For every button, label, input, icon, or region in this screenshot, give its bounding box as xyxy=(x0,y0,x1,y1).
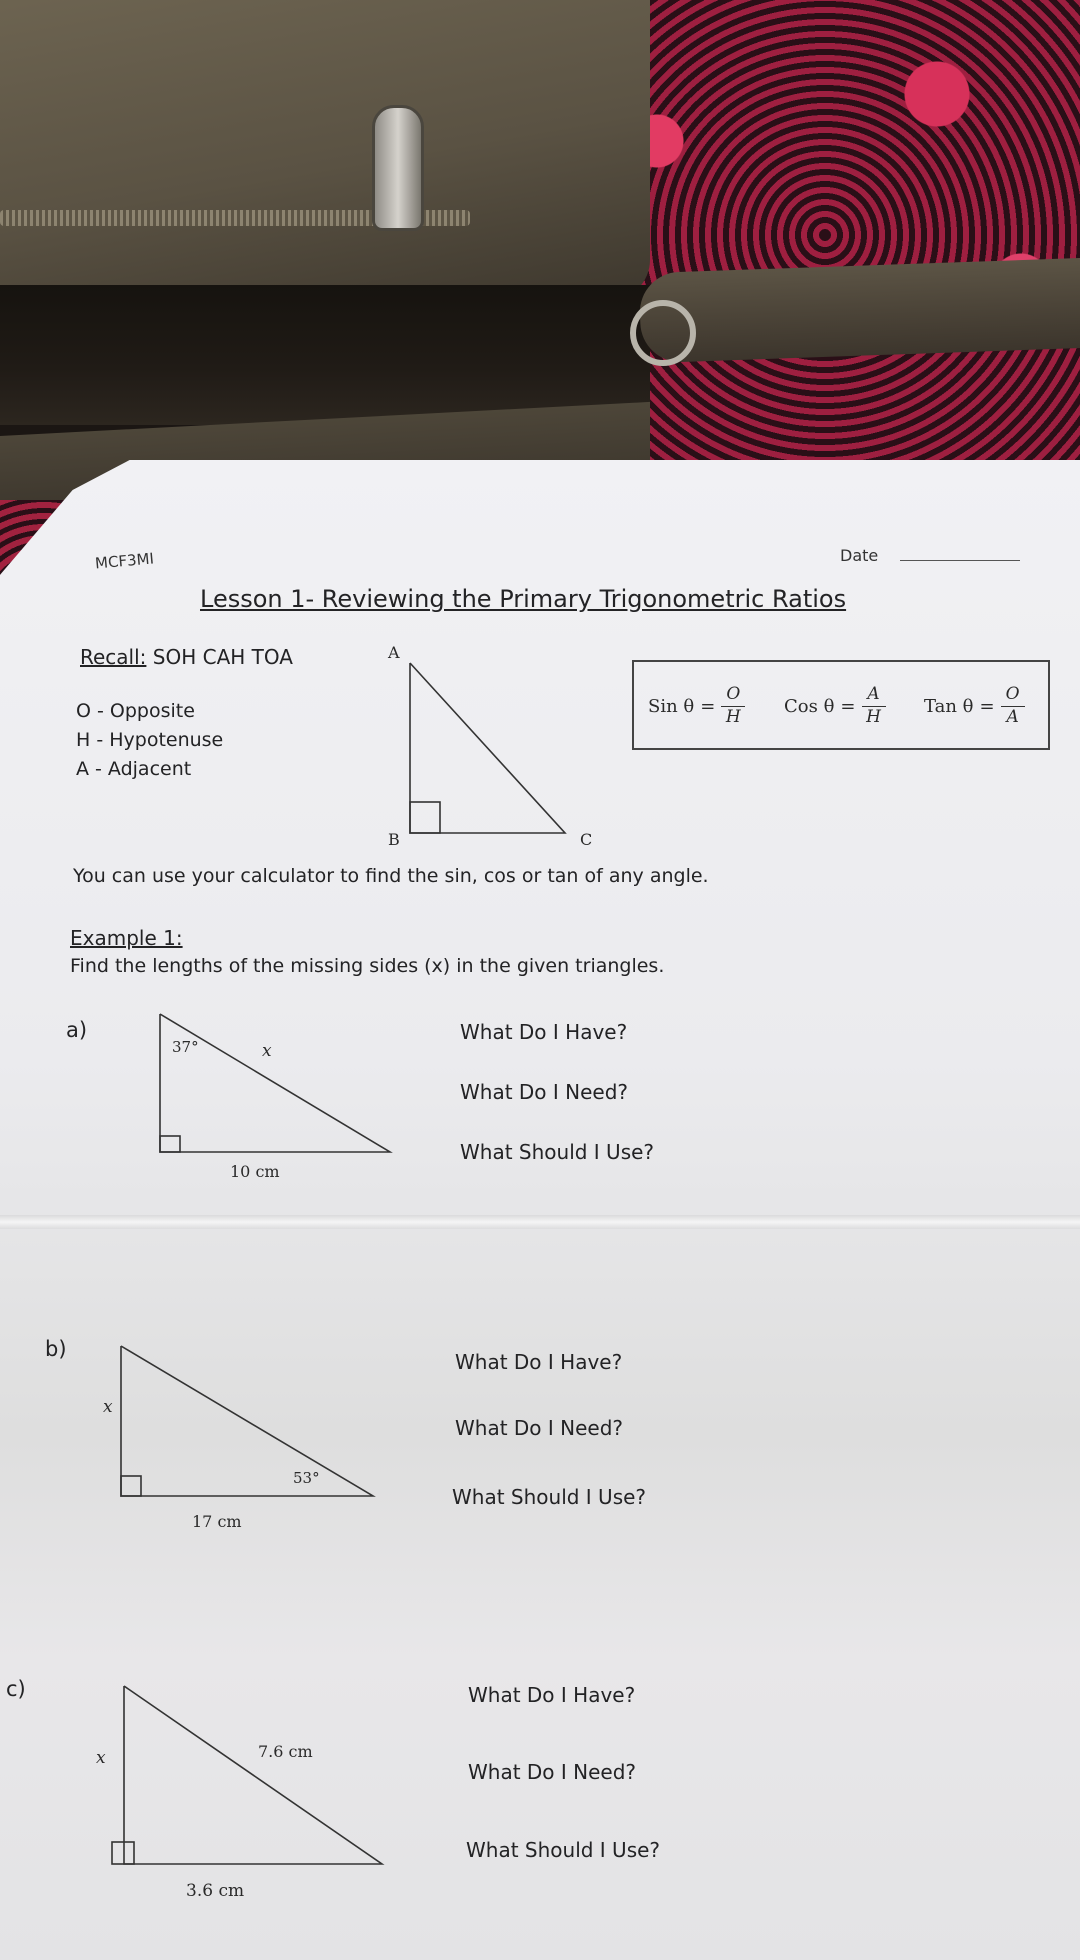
vertex-a-label: A xyxy=(388,643,400,662)
handbag-strap xyxy=(639,257,1080,364)
right-angle-mark xyxy=(121,1476,141,1496)
calculator-note: You can use your calculator to find the sin, cos or tan of any angle. xyxy=(73,865,709,887)
date-blank xyxy=(900,560,1020,561)
cosine-numerator: A xyxy=(867,684,880,704)
vertex-b-label: B xyxy=(388,830,400,849)
recall-line xyxy=(80,645,293,669)
definition-hypotenuse: H - Hypotenuse xyxy=(76,729,224,751)
problem-c-need: What Do I Need? xyxy=(468,1760,637,1784)
cosine-fraction xyxy=(862,686,886,727)
problem-a-triangle xyxy=(150,1010,410,1185)
handbag-body xyxy=(0,0,650,300)
sine-numerator: O xyxy=(726,684,741,704)
cosine-denominator: H xyxy=(866,706,881,727)
vertex-c-label: C xyxy=(580,830,593,849)
problem-b-need: What Do I Need? xyxy=(455,1416,624,1440)
known-side-label: 17 cm xyxy=(192,1512,242,1531)
unknown-side-label: x xyxy=(262,1041,272,1061)
triangle-outline xyxy=(410,663,565,833)
reference-triangle xyxy=(380,645,600,855)
date-label: Date xyxy=(840,546,879,565)
tangent-denominator: A xyxy=(1006,706,1019,727)
recall-label: Recall: xyxy=(80,645,147,669)
example-description: Find the lengths of the missing sides (x) in the given triangles. xyxy=(70,955,665,977)
known-side-label: 10 cm xyxy=(230,1162,280,1181)
problem-c-have: What Do I Have? xyxy=(468,1683,636,1707)
paper-fold xyxy=(0,1215,1080,1229)
problem-c-use: What Should I Use? xyxy=(466,1838,661,1862)
problem-a-have: What Do I Have? xyxy=(460,1020,628,1044)
problem-b-use: What Should I Use? xyxy=(452,1485,647,1509)
definition-adjacent: A - Adjacent xyxy=(76,758,192,780)
cosine-label: Cos θ xyxy=(784,695,835,717)
sine-label: Sin θ xyxy=(648,695,695,717)
problem-c-triangle xyxy=(90,1680,390,1905)
triangle-outline xyxy=(121,1346,373,1496)
problem-b-triangle xyxy=(95,1340,385,1535)
sine-denominator: H xyxy=(725,706,741,727)
tangent-fraction xyxy=(1001,686,1025,727)
right-angle-mark xyxy=(410,802,440,833)
cosine-ratio: Cos θ = $\frac{A}{H}$ xyxy=(784,686,886,727)
example-title: Example 1: xyxy=(70,926,183,950)
triangle-outline xyxy=(124,1686,382,1864)
tangent-numerator: O xyxy=(1005,684,1020,704)
problem-b-label: b) xyxy=(45,1337,67,1361)
problem-a-need: What Do I Need? xyxy=(460,1080,629,1104)
trig-ratio-box xyxy=(632,660,1050,750)
tangent-label: Tan θ xyxy=(924,695,974,717)
zipper-pull xyxy=(372,105,424,231)
hypotenuse-label: 7.6 cm xyxy=(258,1742,313,1761)
right-angle-mark xyxy=(112,1842,134,1864)
sine-ratio: Sin θ = $\frac{O}{H}$ xyxy=(648,686,745,727)
course-code: MCF3MI xyxy=(94,549,155,573)
handbag-shadow xyxy=(0,285,650,425)
right-angle-mark xyxy=(160,1136,180,1152)
triangle-outline xyxy=(160,1014,390,1152)
problem-b-have: What Do I Have? xyxy=(455,1350,623,1374)
problem-a-label: a) xyxy=(66,1018,88,1042)
sine-fraction xyxy=(721,686,745,727)
unknown-side-label: x xyxy=(96,1748,106,1768)
unknown-side-label: x xyxy=(103,1397,113,1417)
tangent-ratio: Tan θ = $\frac{O}{A}$ xyxy=(924,686,1025,727)
problem-a-use: What Should I Use? xyxy=(460,1140,655,1164)
definition-opposite: O - Opposite xyxy=(76,700,195,722)
problem-c-label: c) xyxy=(6,1677,26,1701)
recall-text: SOH CAH TOA xyxy=(152,645,293,669)
angle-label: 37° xyxy=(172,1038,199,1056)
metal-ring xyxy=(630,300,696,366)
page-title: Lesson 1- Reviewing the Primary Trigonometric Ratios xyxy=(200,585,847,613)
known-side-label: 3.6 cm xyxy=(186,1881,245,1901)
angle-label: 53° xyxy=(293,1469,320,1487)
